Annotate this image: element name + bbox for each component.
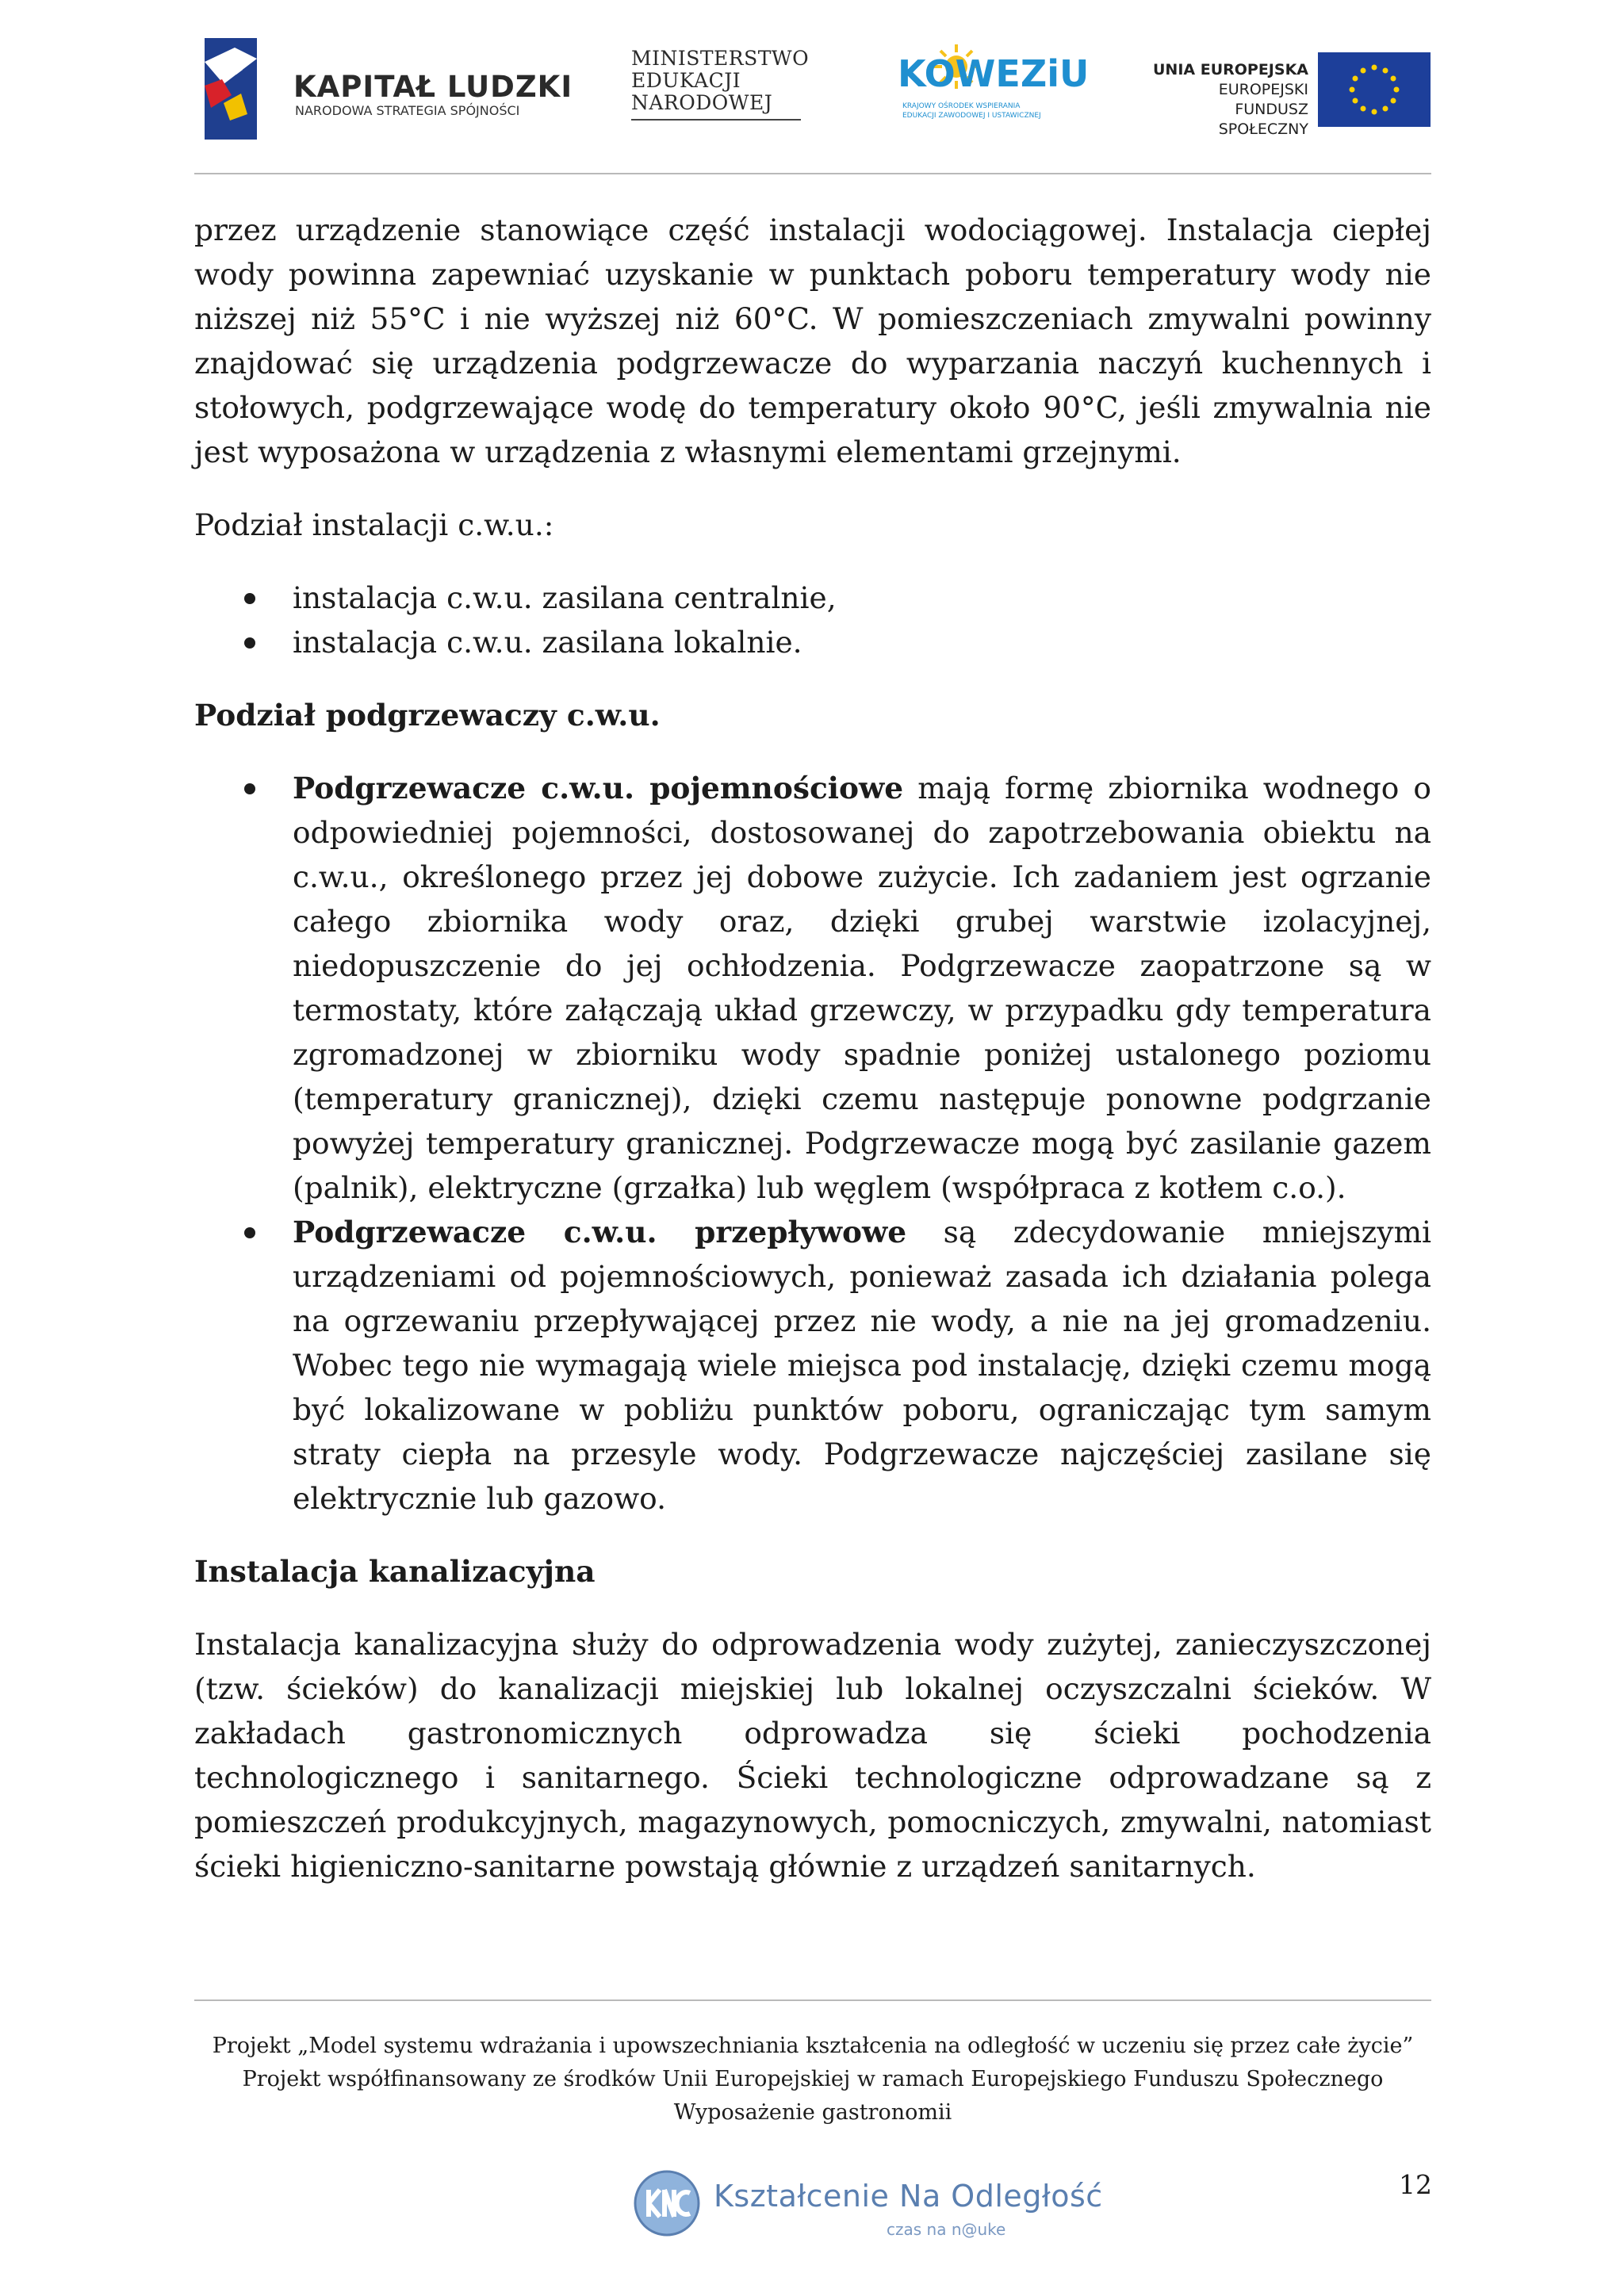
page-number: 12	[1399, 2169, 1432, 2200]
list-item	[194, 766, 1431, 1210]
kno-logo-subtitle: czas na n@uke	[887, 2220, 1006, 2239]
bullet-icon	[244, 783, 255, 794]
desc-pojemnosciowe: mają formę zbiornika wodnego o odpowiedniej pojemności, dostosowanej do zapotrzebowania obiektu na c.w.u., określonego przez jej dobowe zużycie. Ich zadaniem jest ogrzanie całego zbiornika wody oraz, dzięki grubej warstwie izolacyjnej, niedopuszczenie do jej ochłodzenia. Podgrzewacze zaopatrzone są w termostaty, które załączają układ grzewczy, w przypadku gdy temperatura zgromadzonej w zbiorniku wody spadnie poniżej ustalonego poziomu (temperatury granicznej), dzięki czemu następuje ponowne podgrzanie powyżej temperatury granicznej. Podgrzewacze mogą być zasilanie gazem (palnik), elektryczne (grzałka) lub węglem (współpraca z kotłem c.o.).	[293, 771, 1431, 1205]
footer-line1: Projekt „Model systemu wdrażania i upowszechniania kształcenia na odległość w uczeniu się przez całe życie”	[212, 2034, 1414, 2058]
bullet-icon	[244, 593, 255, 604]
bullet-icon	[244, 637, 255, 649]
instalacje-list	[194, 576, 1431, 664]
desc-przeplywowe: są zdecydowanie mniejszymi urządzeniami od pojemnościowych, ponieważ zasada ich działania polega na ogrzewaniu przepływającej przez nie wody, a nie na jej gromadzeniu. Wobec tego nie wymagają wiele miejsca pod instalację, dzięki czemu mogą być lokalizowane w pobliżu punktów poboru, ograniczając tym samym straty ciepła na przesyle wody. Podgrzewacze najczęściej zasilane się elektrycznie lub gazowo.	[293, 1215, 1431, 1516]
term-przeplywowe: Podgrzewacze c.w.u. przepływowe	[293, 1215, 907, 1249]
bullet-icon	[244, 1227, 255, 1238]
list-item	[194, 620, 1431, 664]
koweziu-sub2: EDUKACJI ZAWODOWEJ I USTAWICZNEJ	[902, 112, 1041, 120]
list-item	[194, 1210, 1431, 1521]
paragraph-cwu-intro: przez urządzenie stanowiące część instalacji wodociągowej. Instalacja ciepłej wody powinna zapewniać uzyskanie w punktach poboru temperatury wody nie niższej niż 55°C i nie wyższej niż 60°C. W pomieszczeniach zmywalni powinny znajdować się urządzenia podgrzewacze do wyparzania naczyń kuchennych i stołowych, podgrzewające wodę do temperatury około 90°C, jeśli zmywalnia nie jest wyposażona w urządzenia z własnymi elementami grzejnymi.	[194, 212, 1431, 469]
koweziu-subtitle	[902, 101, 1041, 121]
ministerstwo-pen-icon	[631, 119, 801, 121]
page-content	[194, 208, 1431, 1888]
paragraph-kanalizacja: Instalacja kanalizacyjna służy do odprowadzenia wody zużytej, zanieczyszczonej (tzw. ścieków) do kanalizacji miejskiej lub lokalnej oczyszczalni ścieków. W zakładach gastronomicznych odprowadza się ścieki pochodzenia technologicznego i sanitarnego. Ścieki technologiczne odprowadzane są z pomieszczeń produkcyjnych, magazynowych, pomocniczych, zmywalni, natomiast ścieki higieniczno-sanitarne powstają głównie z urządzeń sanitarnych.	[194, 1627, 1431, 1884]
footer-divider	[194, 1999, 1431, 2001]
kapital-ludzki-title: KAPITAŁ LUDZKI	[293, 70, 573, 104]
kapital-ludzki-flag-icon	[200, 38, 262, 140]
list-item-text: instalacja c.w.u. zasilana centralnie,	[293, 580, 837, 615]
term-pojemnosciowe: Podgrzewacze c.w.u. pojemnościowe	[293, 771, 904, 806]
kno-logo-text: Kształcenie Na Odległość	[714, 2179, 1103, 2214]
ue-line3: FUNDUSZ SPOŁECZNY	[1218, 101, 1308, 138]
list-item	[194, 576, 1431, 620]
podzial-podgrzewaczy-heading: Podział podgrzewaczy c.w.u.	[194, 698, 661, 733]
kapital-ludzki-subtitle: NARODOWA STRATEGIA SPÓJNOŚCI	[295, 103, 520, 118]
podzial-instalacji-label: Podział instalacji c.w.u.:	[194, 507, 554, 542]
ue-text	[1142, 60, 1308, 140]
page-header	[0, 0, 1624, 174]
header-divider	[194, 173, 1431, 174]
kanalizacja-heading: Instalacja kanalizacyjna	[194, 1554, 596, 1589]
eu-flag-icon	[1318, 52, 1431, 127]
koweziu-name: KOWEZiU	[898, 52, 1090, 95]
footer-line3: Wyposażenie gastronomii	[673, 2100, 952, 2125]
list-item-text: instalacja c.w.u. zasilana lokalnie.	[293, 625, 802, 660]
ue-line2: EUROPEJSKI	[1218, 81, 1308, 98]
footer-line2: Projekt współfinansowany ze środków Unii Europejskiej w ramach Europejskiego Funduszu Społecznego	[242, 2067, 1384, 2091]
ministerstwo-line1: MINISTERSTWO	[631, 47, 810, 70]
page-footer	[194, 2030, 1431, 2130]
ministerstwo-line3: NARODOWEJ	[631, 91, 773, 114]
ministerstwo-line2: EDUKACJI	[631, 69, 741, 92]
ue-line1: UNIA EUROPEJSKA	[1153, 61, 1308, 78]
podgrzewacze-list	[194, 766, 1431, 1521]
koweziu-sub1: KRAJOWY OŚRODEK WSPIERANIA	[902, 102, 1021, 110]
kno-logo-icon	[631, 2168, 703, 2239]
ministerstwo-logo	[631, 48, 809, 114]
